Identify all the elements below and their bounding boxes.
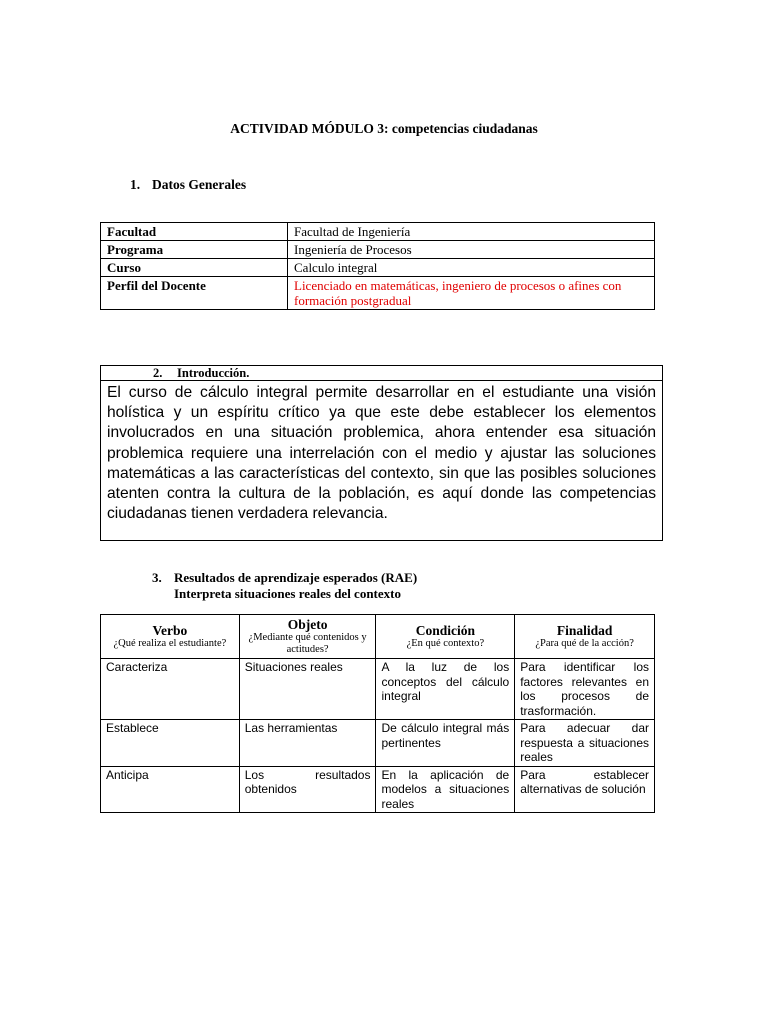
column-header-finalidad bbox=[515, 615, 655, 659]
section-2-number: 2. bbox=[153, 366, 163, 380]
table-cell: De cálculo integral más pertinentes bbox=[376, 720, 515, 767]
table-value: Calculo integral bbox=[288, 259, 655, 277]
header-main: Finalidad bbox=[556, 623, 613, 638]
table-row bbox=[101, 659, 655, 720]
header-sub: ¿Mediante qué contenidos y actitudes? bbox=[248, 632, 367, 655]
table-cell: Situaciones reales bbox=[239, 659, 376, 720]
table-cell: Los resultados obtenidos bbox=[239, 766, 376, 813]
header-main: Condición bbox=[415, 623, 475, 638]
table-row bbox=[101, 259, 655, 277]
section-3-heading bbox=[152, 570, 417, 602]
column-header-verbo bbox=[101, 615, 240, 659]
teacher-profile-value: Licenciado en matemáticas, ingeniero de procesos o afines con formación postgradual bbox=[288, 277, 655, 310]
table-cell: Caracteriza bbox=[101, 659, 240, 720]
table-key: Curso bbox=[101, 259, 288, 277]
table-cell: A la luz de los conceptos del cálculo integral bbox=[376, 659, 515, 720]
introduction-text: El curso de cálculo integral permite desarrollar en el estudiante una visión holística y un espíritu crítico ya que este debe establecer los elementos involucrados en una situación problemica, ahora entender esa situación problemica requiere una interrelación con el medio y ajustar las soluciones matemáticas a las características del contexto, sin que las posibles soluciones atenten contra la cultura de la población, es aquí donde las competencias ciudadanas tienen verdadera relevancia. bbox=[107, 384, 656, 523]
table-cell: Para adecuar dar respuesta a situaciones reales bbox=[515, 720, 655, 767]
section-1-title: Datos Generales bbox=[152, 177, 247, 192]
table-header-row bbox=[101, 615, 655, 659]
header-main: Verbo bbox=[152, 623, 188, 638]
header-sub: ¿Qué realiza el estudiante? bbox=[113, 638, 227, 649]
section-3-subtitle: Interpreta situaciones reales del contexto bbox=[174, 586, 401, 601]
page-title: ACTIVIDAD MÓDULO 3: competencias ciudadanas bbox=[230, 121, 538, 136]
table-row bbox=[101, 223, 655, 241]
table-cell: Para identificar los factores relevantes en los procesos de trasformación. bbox=[515, 659, 655, 720]
section-1-number: 1. bbox=[130, 177, 141, 192]
table-cell: En la aplicación de modelos a situaciones reales bbox=[376, 766, 515, 813]
header-sub: ¿En qué contexto? bbox=[406, 638, 485, 649]
table-cell: Las herramientas bbox=[239, 720, 376, 767]
table-key: Perfil del Docente bbox=[101, 277, 288, 310]
header-main: Objeto bbox=[287, 617, 328, 632]
section-1-heading bbox=[130, 177, 246, 193]
section-3-number: 3. bbox=[152, 570, 162, 585]
table-row bbox=[101, 241, 655, 259]
table-cell: Para establecer alternativas de solución bbox=[515, 766, 655, 813]
table-row bbox=[101, 766, 655, 813]
table-cell: Establece bbox=[101, 720, 240, 767]
table-row bbox=[101, 277, 655, 310]
general-data-table bbox=[100, 222, 655, 310]
section-2-title: Introducción. bbox=[177, 366, 250, 380]
table-key: Programa bbox=[101, 241, 288, 259]
table-key: Facultad bbox=[101, 223, 288, 241]
column-header-objeto bbox=[239, 615, 376, 659]
column-header-condicion bbox=[376, 615, 515, 659]
section-3-title: Resultados de aprendizaje esperados (RAE) bbox=[174, 570, 418, 585]
table-row bbox=[101, 720, 655, 767]
table-cell: Anticipa bbox=[101, 766, 240, 813]
introduction-box bbox=[100, 365, 663, 541]
section-2-heading bbox=[101, 366, 662, 381]
header-sub: ¿Para qué de la acción? bbox=[535, 638, 634, 649]
table-value: Ingeniería de Procesos bbox=[288, 241, 655, 259]
table-value: Facultad de Ingeniería bbox=[288, 223, 655, 241]
rae-table bbox=[100, 614, 655, 813]
